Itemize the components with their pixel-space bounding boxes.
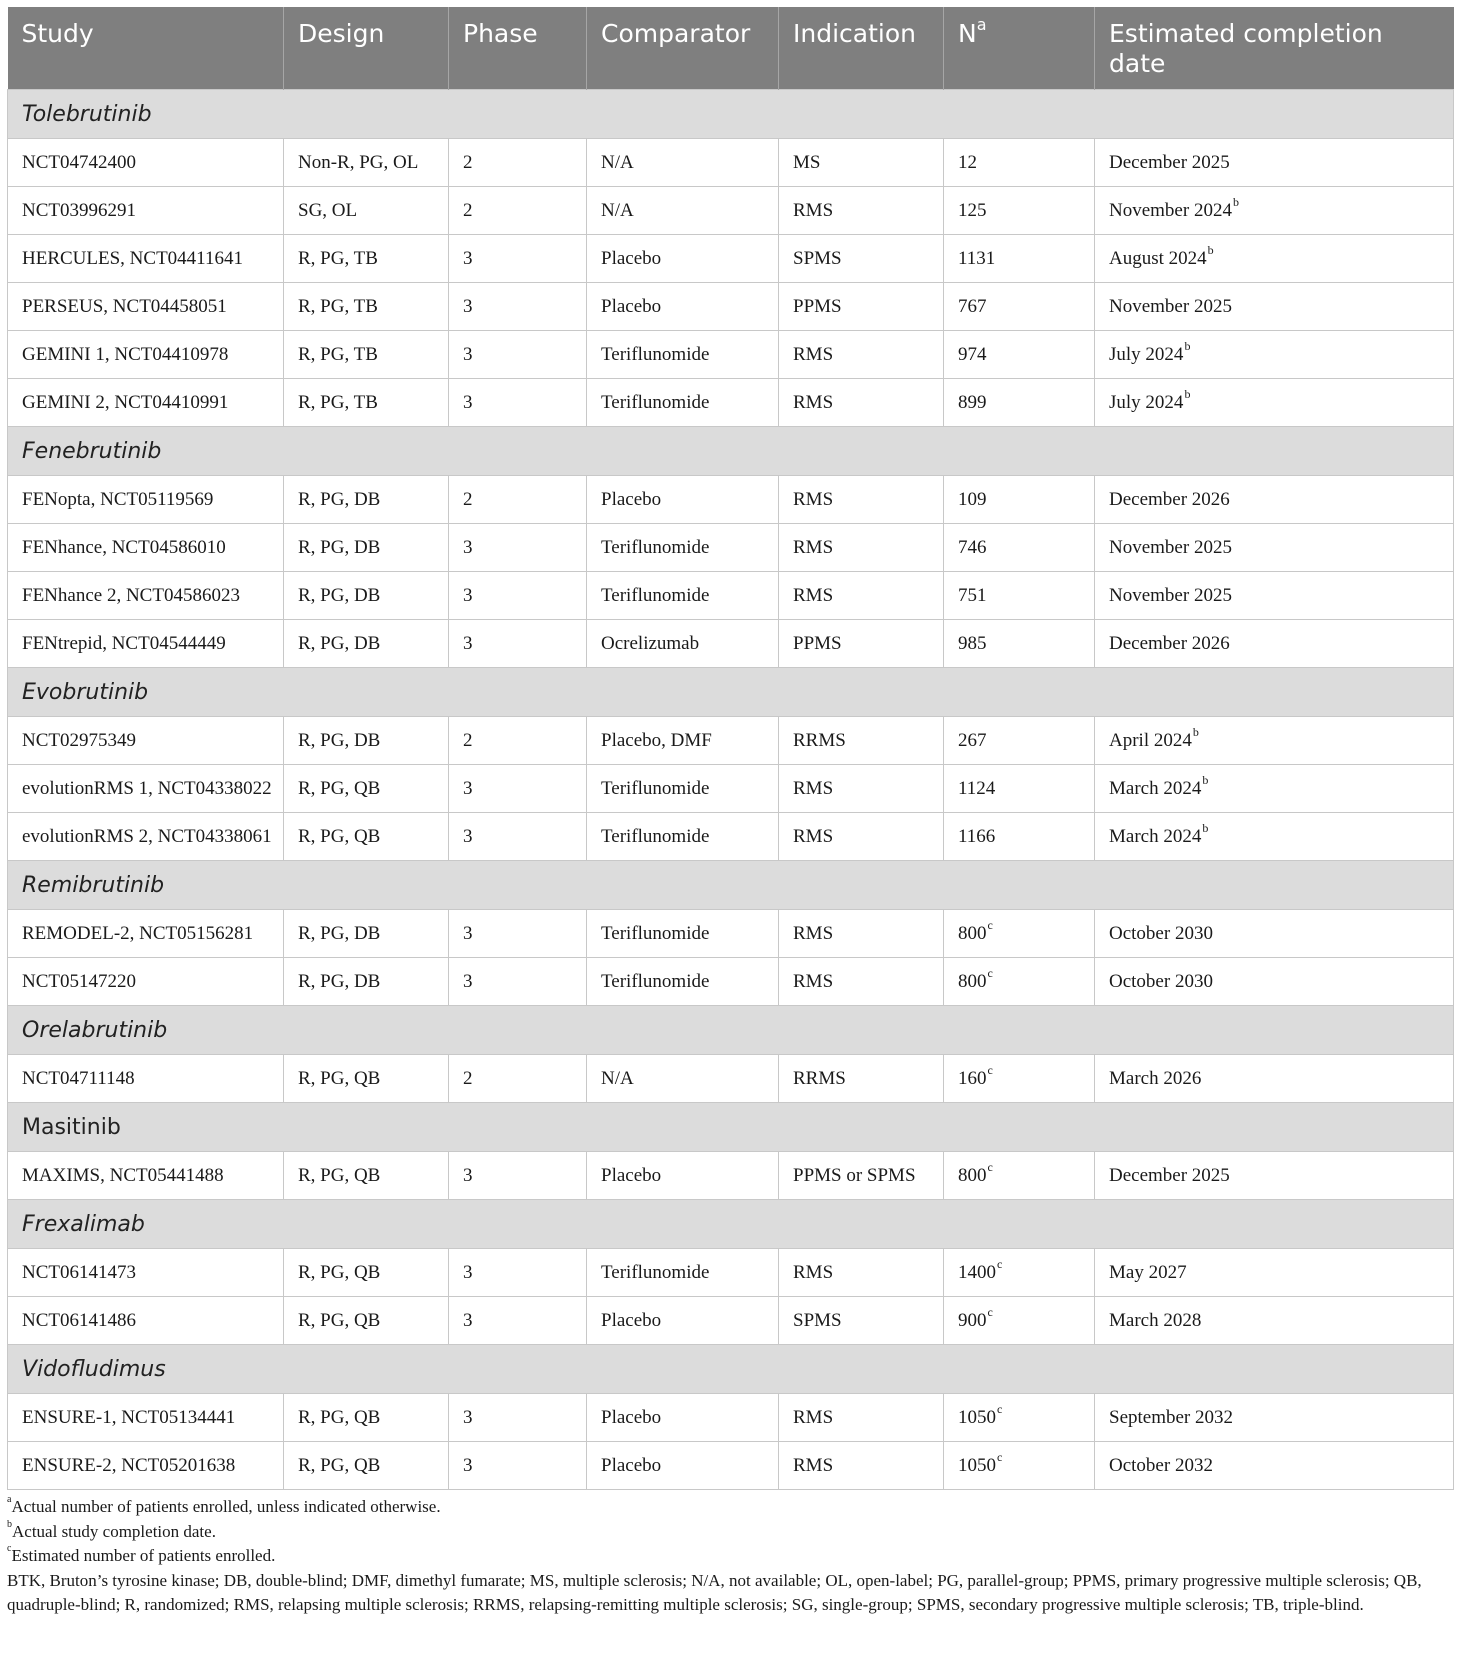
table-row	[8, 139, 1454, 187]
cell-study: NCT03996291	[8, 187, 284, 235]
cell-n: 1400$^c$	[944, 1249, 1095, 1297]
cell-date: November 2025	[1095, 572, 1454, 620]
cell-study: GEMINI 2, NCT04410991	[8, 379, 284, 427]
footnote	[7, 1495, 1453, 1520]
cell-design: R, PG, DB	[284, 620, 449, 668]
cell-phase: 2	[449, 187, 587, 235]
header-row	[8, 7, 1454, 90]
cell-date: March 2024$^b$	[1095, 765, 1454, 813]
cell-comparator: Placebo	[587, 1394, 779, 1442]
trials-table-container	[7, 7, 1453, 1618]
cell-design: R, PG, TB	[284, 235, 449, 283]
cell-n: 985	[944, 620, 1095, 668]
cell-comparator: Placebo	[587, 1297, 779, 1345]
cell-design: R, PG, QB	[284, 765, 449, 813]
cell-date: October 2032	[1095, 1442, 1454, 1490]
cell-date: March 2024$^b$	[1095, 813, 1454, 861]
drug-group-name: Orelabrutinib	[8, 1006, 1454, 1055]
cell-date: December 2026	[1095, 620, 1454, 668]
cell-indication: RMS	[779, 476, 944, 524]
cell-design: R, PG, DB	[284, 572, 449, 620]
table-row	[8, 572, 1454, 620]
cell-date: May 2027	[1095, 1249, 1454, 1297]
drug-group-name: Remibrutinib	[8, 861, 1454, 910]
table-row	[8, 620, 1454, 668]
cell-design: R, PG, QB	[284, 1055, 449, 1103]
table-row	[8, 1055, 1454, 1103]
cell-indication: RRMS	[779, 717, 944, 765]
cell-comparator: Teriflunomide	[587, 765, 779, 813]
cell-n: 109	[944, 476, 1095, 524]
footnote-mark: c	[987, 1160, 993, 1175]
cell-n: 12	[944, 139, 1095, 187]
cell-study: NCT02975349	[8, 717, 284, 765]
cell-phase: 3	[449, 958, 587, 1006]
cell-date: September 2032	[1095, 1394, 1454, 1442]
cell-indication: PPMS	[779, 620, 944, 668]
cell-indication: RMS	[779, 910, 944, 958]
cell-design: R, PG, TB	[284, 331, 449, 379]
cell-comparator: N/A	[587, 139, 779, 187]
cell-indication: RMS	[779, 379, 944, 427]
cell-date: November 2025	[1095, 524, 1454, 572]
cell-study: ENSURE-2, NCT05201638	[8, 1442, 284, 1490]
cell-phase: 2	[449, 1055, 587, 1103]
cell-date: December 2026	[1095, 476, 1454, 524]
cell-phase: 3	[449, 620, 587, 668]
footnote-mark: b	[1184, 387, 1191, 402]
footnote	[7, 1520, 1453, 1545]
drug-group-name: Vidofludimus	[8, 1345, 1454, 1394]
cell-comparator: Placebo	[587, 283, 779, 331]
footnote-mark: c	[987, 918, 993, 933]
cell-n: 1050$^c$	[944, 1442, 1095, 1490]
cell-date: August 2024$^b$	[1095, 235, 1454, 283]
cell-comparator: Placebo	[587, 1152, 779, 1200]
table-row	[8, 235, 1454, 283]
cell-indication: SPMS	[779, 235, 944, 283]
cell-date: March 2026	[1095, 1055, 1454, 1103]
cell-phase: 2	[449, 476, 587, 524]
table-row	[8, 717, 1454, 765]
header-n-footnote-mark: a	[976, 14, 987, 34]
cell-design: R, PG, DB	[284, 476, 449, 524]
table-row	[8, 958, 1454, 1006]
cell-n: 800$^c$	[944, 1152, 1095, 1200]
cell-comparator: Teriflunomide	[587, 910, 779, 958]
cell-design: R, PG, QB	[284, 1442, 449, 1490]
footnote-mark: c	[987, 1305, 993, 1320]
cell-comparator: Teriflunomide	[587, 958, 779, 1006]
drug-group-row	[8, 668, 1454, 717]
cell-n: 751	[944, 572, 1095, 620]
header-completion-date: Estimated completion date	[1095, 7, 1454, 90]
drug-group-row	[8, 427, 1454, 476]
cell-study: HERCULES, NCT04411641	[8, 235, 284, 283]
cell-study: NCT04711148	[8, 1055, 284, 1103]
cell-design: R, PG, DB	[284, 910, 449, 958]
cell-phase: 3	[449, 572, 587, 620]
cell-design: R, PG, QB	[284, 1394, 449, 1442]
cell-phase: 2	[449, 139, 587, 187]
footnote-mark: c	[997, 1402, 1003, 1417]
cell-indication: RMS	[779, 813, 944, 861]
cell-comparator: Placebo	[587, 1442, 779, 1490]
drug-group-name: Tolebrutinib	[8, 90, 1454, 139]
footnote-text: Actual number of patients enrolled, unless indicated otherwise.	[11, 1497, 441, 1516]
cell-n: 1124	[944, 765, 1095, 813]
cell-n: 900$^c$	[944, 1297, 1095, 1345]
cell-indication: MS	[779, 139, 944, 187]
cell-study: FENopta, NCT05119569	[8, 476, 284, 524]
table-row	[8, 379, 1454, 427]
cell-date: October 2030	[1095, 910, 1454, 958]
cell-date: November 2024$^b$	[1095, 187, 1454, 235]
cell-comparator: Placebo	[587, 476, 779, 524]
cell-phase: 3	[449, 283, 587, 331]
cell-design: R, PG, DB	[284, 717, 449, 765]
drug-group-row	[8, 1006, 1454, 1055]
cell-n: 899	[944, 379, 1095, 427]
cell-study: evolutionRMS 1, NCT04338022	[8, 765, 284, 813]
cell-comparator: Teriflunomide	[587, 524, 779, 572]
cell-indication: RMS	[779, 1442, 944, 1490]
cell-study: GEMINI 1, NCT04410978	[8, 331, 284, 379]
cell-comparator: N/A	[587, 1055, 779, 1103]
cell-date: December 2025	[1095, 139, 1454, 187]
cell-study: MAXIMS, NCT05441488	[8, 1152, 284, 1200]
footnote-mark: b	[1207, 243, 1214, 258]
table-body	[8, 90, 1454, 1490]
footnote-mark: b	[1202, 821, 1209, 836]
cell-indication: RMS	[779, 524, 944, 572]
cell-phase: 3	[449, 910, 587, 958]
drug-group-row	[8, 1345, 1454, 1394]
cell-n: 746	[944, 524, 1095, 572]
table-row	[8, 331, 1454, 379]
table-row	[8, 524, 1454, 572]
table-row	[8, 765, 1454, 813]
drug-group-row	[8, 90, 1454, 139]
cell-phase: 3	[449, 235, 587, 283]
footnote-mark: a	[7, 1494, 12, 1506]
cell-date: July 2024$^b$	[1095, 331, 1454, 379]
table-row	[8, 1442, 1454, 1490]
cell-date: March 2028	[1095, 1297, 1454, 1345]
drug-group-row	[8, 861, 1454, 910]
footnote-list	[7, 1495, 1453, 1569]
footnote-text: Actual study completion date.	[12, 1521, 216, 1541]
cell-study: ENSURE-1, NCT05134441	[8, 1394, 284, 1442]
header-design: Design	[284, 7, 449, 90]
footnote-mark: c	[7, 1543, 12, 1555]
footnote	[7, 1544, 1453, 1569]
cell-n: 974	[944, 331, 1095, 379]
cell-comparator: Teriflunomide	[587, 331, 779, 379]
cell-phase: 3	[449, 524, 587, 572]
cell-comparator: N/A	[587, 187, 779, 235]
cell-study: NCT06141486	[8, 1297, 284, 1345]
cell-indication: PPMS	[779, 283, 944, 331]
cell-indication: RMS	[779, 1249, 944, 1297]
cell-phase: 3	[449, 1152, 587, 1200]
cell-n: 160$^c$	[944, 1055, 1095, 1103]
cell-phase: 3	[449, 813, 587, 861]
cell-indication: RMS	[779, 1394, 944, 1442]
footnote-mark: b	[7, 1518, 12, 1530]
table-row	[8, 476, 1454, 524]
cell-n: 1131	[944, 235, 1095, 283]
footnote-mark: b	[1184, 339, 1191, 354]
cell-n: 267	[944, 717, 1095, 765]
abbreviations-note: BTK, Bruton’s tyrosine kinase; DB, double-blind; DMF, dimethyl fumarate; MS, multiple sclerosis; N/A, not available; OL, open-label; PG, parallel-group; PPMS, primary progressive multiple sclerosis; QB, quadruple-blind; R, randomized; RMS, relapsing multiple sclerosis; RRMS, relapsing-remitting multiple sclerosis; SG, single-group; SPMS, secondary progressive multiple sclerosis; TB, triple-blind.	[7, 1570, 1422, 1614]
trials-table	[7, 7, 1454, 1490]
footnote-mark: c	[987, 966, 993, 981]
header-comparator: Comparator	[587, 7, 779, 90]
drug-group-name: Masitinib	[8, 1103, 1454, 1152]
cell-design: R, PG, QB	[284, 1249, 449, 1297]
table-row	[8, 1249, 1454, 1297]
header-study: Study	[8, 7, 284, 90]
cell-indication: RMS	[779, 572, 944, 620]
cell-phase: 3	[449, 1297, 587, 1345]
cell-design: R, PG, QB	[284, 1152, 449, 1200]
cell-study: FENtrepid, NCT04544449	[8, 620, 284, 668]
cell-comparator: Teriflunomide	[587, 1249, 779, 1297]
cell-n: 125	[944, 187, 1095, 235]
footnote-mark: b	[1192, 725, 1199, 740]
drug-group-row	[8, 1103, 1454, 1152]
table-row	[8, 1152, 1454, 1200]
cell-design: R, PG, DB	[284, 524, 449, 572]
cell-study: NCT06141473	[8, 1249, 284, 1297]
table-row	[8, 1297, 1454, 1345]
cell-design: R, PG, QB	[284, 813, 449, 861]
cell-indication: RRMS	[779, 1055, 944, 1103]
cell-comparator: Teriflunomide	[587, 813, 779, 861]
cell-phase: 3	[449, 331, 587, 379]
cell-study: FENhance 2, NCT04586023	[8, 572, 284, 620]
cell-design: R, PG, TB	[284, 283, 449, 331]
cell-design: R, PG, DB	[284, 958, 449, 1006]
cell-study: REMODEL-2, NCT05156281	[8, 910, 284, 958]
cell-comparator: Teriflunomide	[587, 379, 779, 427]
cell-study: evolutionRMS 2, NCT04338061	[8, 813, 284, 861]
footnote-text: Estimated number of patients enrolled.	[11, 1546, 276, 1565]
footnote-mark: b	[1202, 773, 1209, 788]
cell-phase: 3	[449, 765, 587, 813]
header-indication: Indication	[779, 7, 944, 90]
cell-design: SG, OL	[284, 187, 449, 235]
cell-n: 800$^c$	[944, 910, 1095, 958]
drug-group-name: Frexalimab	[8, 1200, 1454, 1249]
cell-comparator: Teriflunomide	[587, 572, 779, 620]
cell-indication: RMS	[779, 958, 944, 1006]
cell-phase: 2	[449, 717, 587, 765]
cell-date: April 2024$^b$	[1095, 717, 1454, 765]
cell-indication: PPMS or SPMS	[779, 1152, 944, 1200]
cell-design: R, PG, TB	[284, 379, 449, 427]
cell-phase: 3	[449, 1394, 587, 1442]
drug-group-name: Evobrutinib	[8, 668, 1454, 717]
table-row	[8, 283, 1454, 331]
cell-design: R, PG, QB	[284, 1297, 449, 1345]
cell-date: December 2025	[1095, 1152, 1454, 1200]
table-row	[8, 910, 1454, 958]
table-footnotes	[7, 1495, 1453, 1618]
footnote-mark: c	[997, 1257, 1003, 1272]
cell-study: NCT04742400	[8, 139, 284, 187]
table-row	[8, 1394, 1454, 1442]
cell-phase: 3	[449, 1249, 587, 1297]
header-n: $N^a$	[944, 7, 1095, 90]
cell-n: 800$^c$	[944, 958, 1095, 1006]
cell-date: July 2024$^b$	[1095, 379, 1454, 427]
header-phase: Phase	[449, 7, 587, 90]
cell-indication: RMS	[779, 187, 944, 235]
cell-n: 767	[944, 283, 1095, 331]
cell-date: October 2030	[1095, 958, 1454, 1006]
cell-comparator: Ocrelizumab	[587, 620, 779, 668]
footnote-mark: b	[1232, 195, 1239, 210]
cell-date: November 2025	[1095, 283, 1454, 331]
cell-indication: RMS	[779, 331, 944, 379]
cell-study: PERSEUS, NCT04458051	[8, 283, 284, 331]
cell-study: FENhance, NCT04586010	[8, 524, 284, 572]
cell-design: Non-R, PG, OL	[284, 139, 449, 187]
cell-n: 1050$^c$	[944, 1394, 1095, 1442]
cell-comparator: Placebo, DMF	[587, 717, 779, 765]
drug-group-name: Fenebrutinib	[8, 427, 1454, 476]
cell-phase: 3	[449, 379, 587, 427]
cell-study: NCT05147220	[8, 958, 284, 1006]
cell-indication: RMS	[779, 765, 944, 813]
cell-n: 1166	[944, 813, 1095, 861]
table-row	[8, 187, 1454, 235]
cell-comparator: Placebo	[587, 235, 779, 283]
cell-indication: SPMS	[779, 1297, 944, 1345]
drug-group-row	[8, 1200, 1454, 1249]
table-row	[8, 813, 1454, 861]
footnote-mark: c	[987, 1063, 993, 1078]
footnote-mark: c	[997, 1450, 1003, 1465]
cell-phase: 3	[449, 1442, 587, 1490]
